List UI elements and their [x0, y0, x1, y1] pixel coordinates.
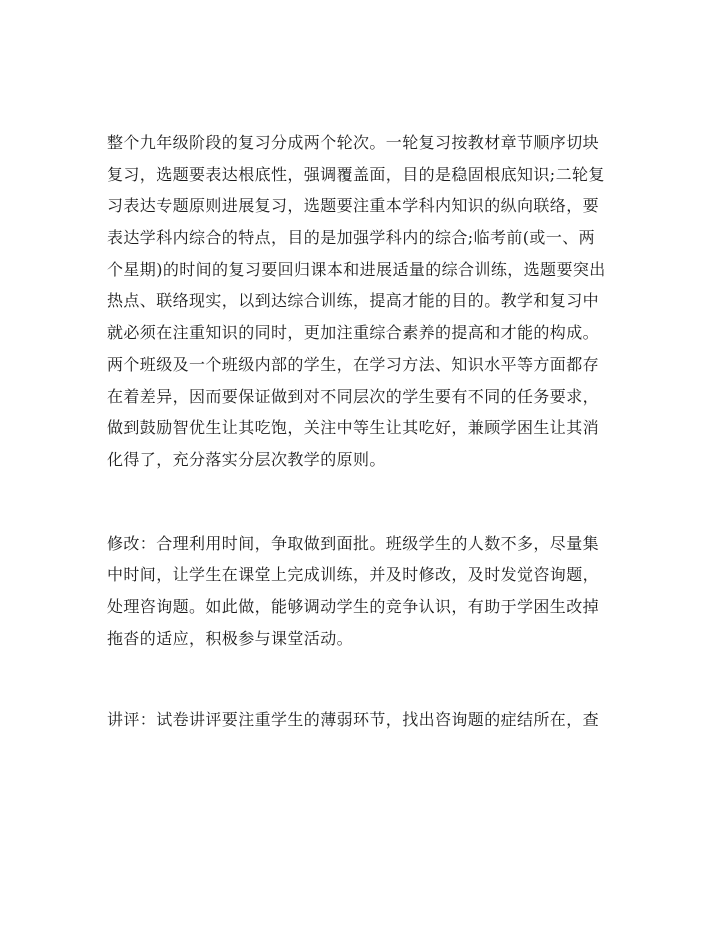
- text-line: 在着差异，因而要保证做到对不同层次的学生要有不同的任务要求，: [107, 386, 600, 406]
- text-line: 化得了，充分落实分层次教学的原则。: [107, 449, 386, 469]
- text-line: 做到鼓励智优生让其吃饱，关注中等生让其吃好，兼顾学困生让其消: [107, 418, 600, 438]
- text-line: 修改：合理利用时间，争取做到面批。班级学生的人数不多，尽量集: [107, 533, 600, 553]
- text-line: 中时间，让学生在课堂上完成训练，并及时修改，及时发觉咨询题，: [107, 565, 600, 585]
- paragraph-review-plan: [107, 127, 615, 476]
- text-line: 讲评：试卷讲评要注重学生的薄弱环节，找出咨询题的症结所在，查: [107, 710, 600, 730]
- text-line: 就必须在注重知识的同时，更加注重综合素养的提高和才能的构成。: [107, 323, 600, 343]
- text-line: 整个九年级阶段的复习分成两个轮次。一轮复习按教材章节顺序切块: [107, 133, 600, 152]
- text-line: 拖沓的适应，积极参与课堂活动。: [107, 628, 354, 648]
- document-body: [107, 127, 615, 736]
- text-line: 两个班级及一个班级内部的学生，在学习方法、知识水平等方面都存: [107, 354, 600, 374]
- paragraph-spacer: [107, 654, 615, 704]
- text-line: 热点、联络现实，以到达综合训练，提高才能的目的。教学和复习中: [107, 291, 600, 311]
- text-line: 处理咨询题。如此做，能够调动学生的竞争认识，有助于学困生改掉: [107, 596, 600, 616]
- paragraph-revision: [107, 528, 615, 655]
- text-line: 个星期)的时间的复习要回归课本和进展适量的综合训练，选题要突出: [107, 259, 606, 279]
- text-line: 复习，选题要表达根底性，强调覆盖面，目的是稳固根底知识;二轮复: [107, 164, 605, 184]
- paragraph-spacer: [107, 476, 615, 528]
- paragraph-review-lecture: [107, 704, 615, 736]
- text-line: 表达学科内综合的特点，目的是加强学科内的综合;临考前(或一、两: [107, 228, 596, 248]
- text-line: 习表达专题原则进展复习，选题要注重本学科内知识的纵向联络，要: [107, 196, 600, 216]
